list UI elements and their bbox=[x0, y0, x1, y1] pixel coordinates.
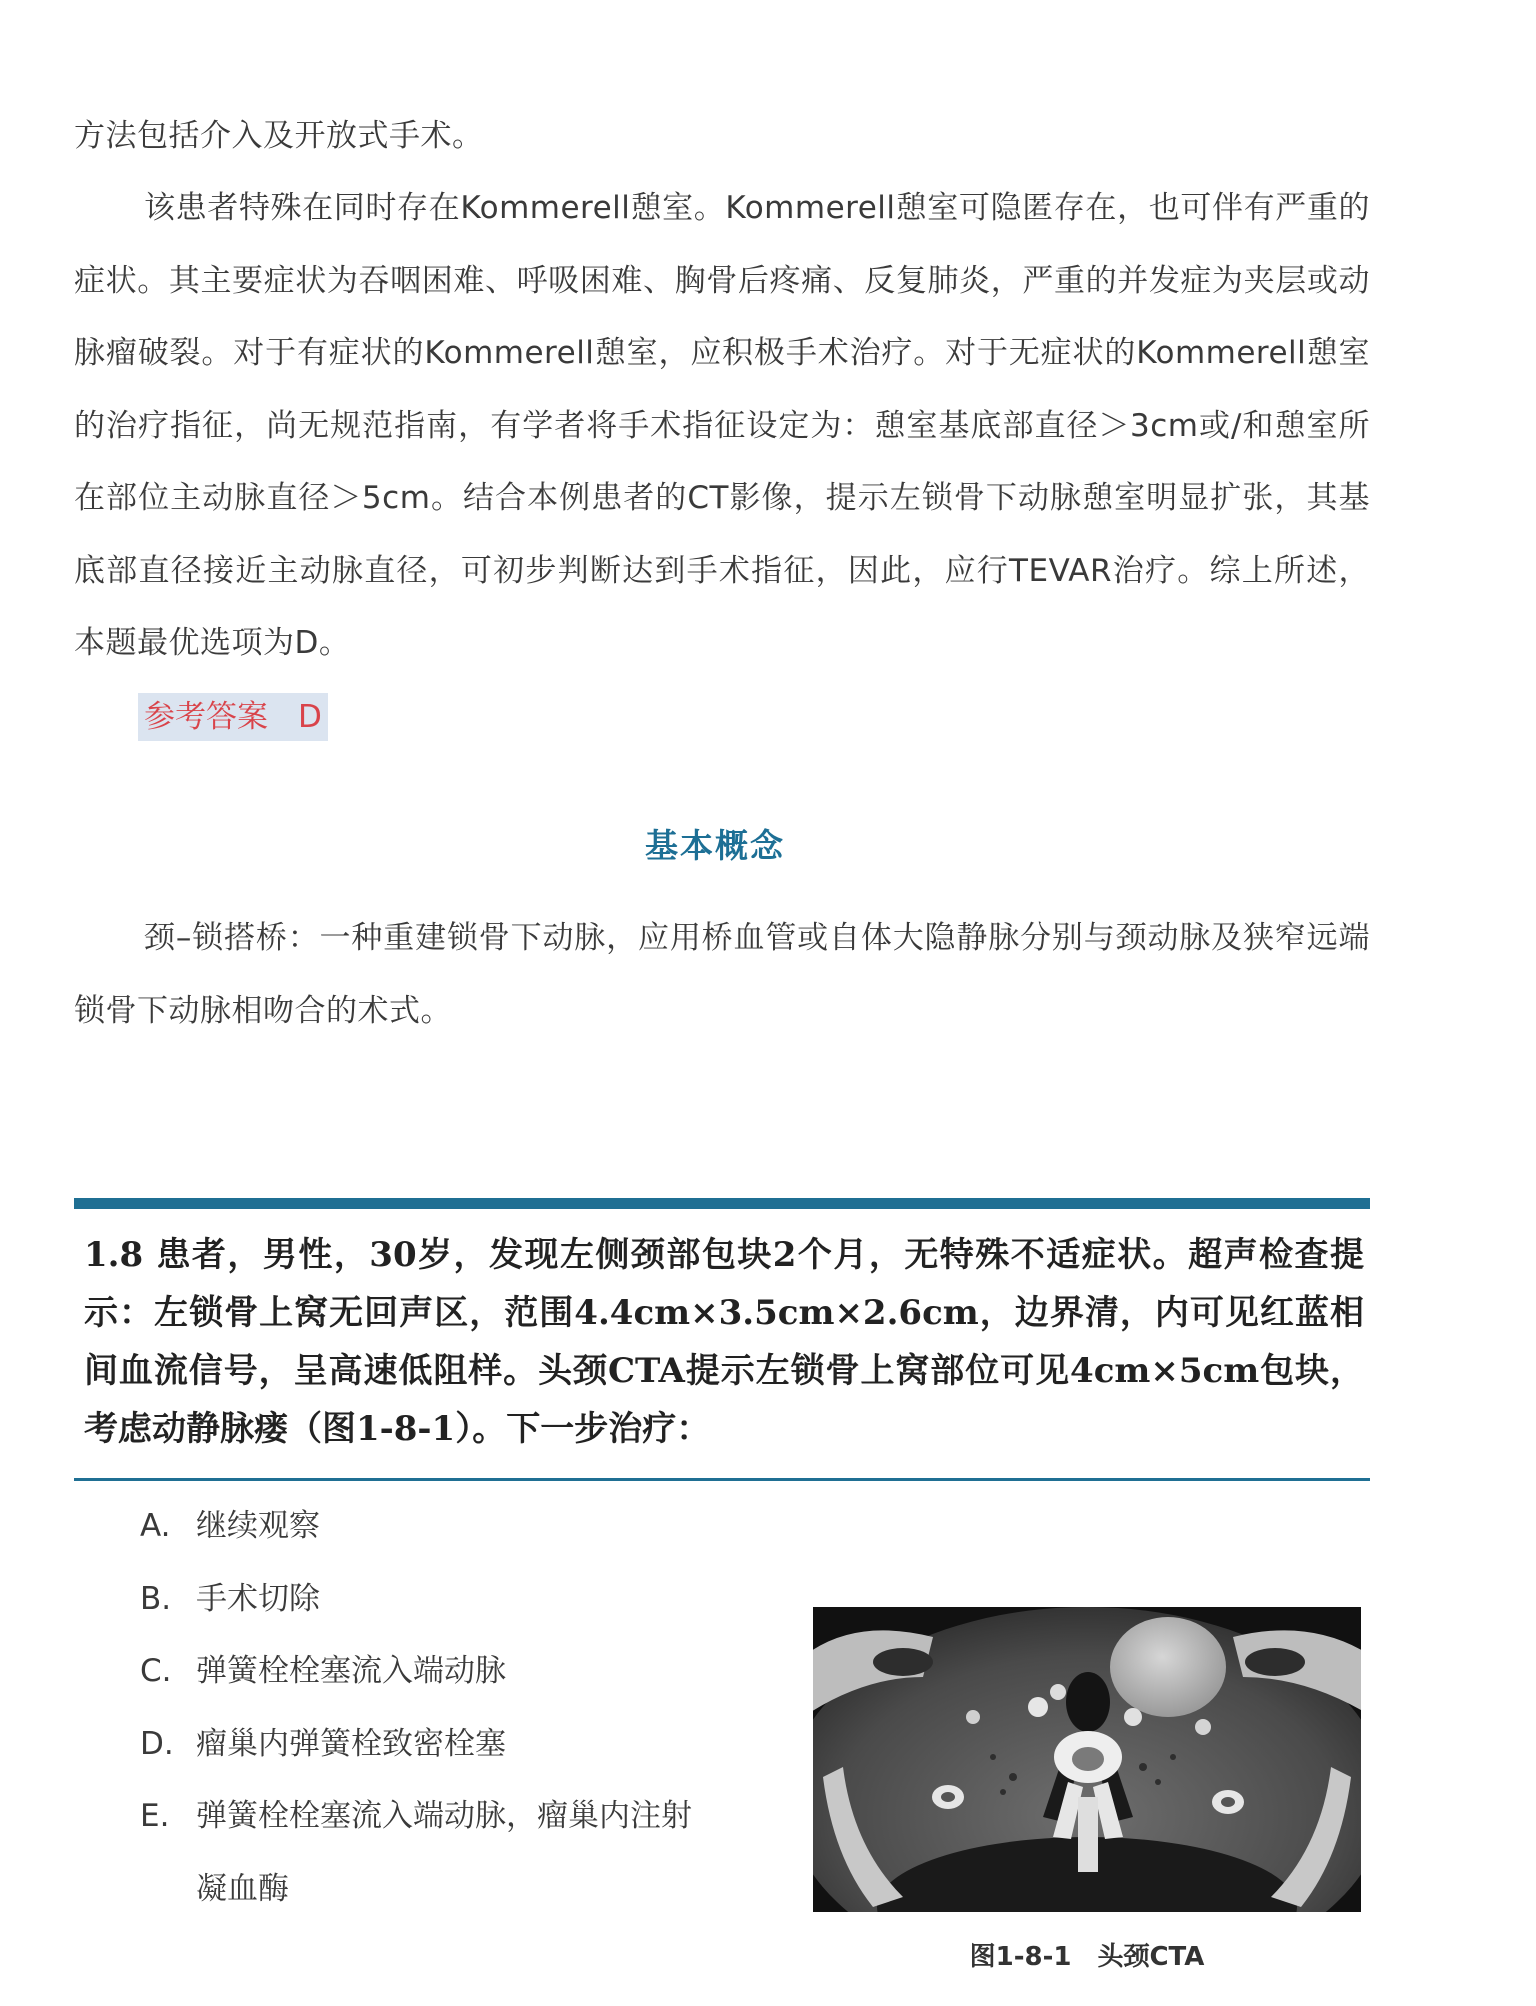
option-text: 弹簧栓栓塞流入端动脉，瘤巢内注射 bbox=[196, 1798, 692, 1834]
option-letter: B. bbox=[140, 1580, 172, 1617]
ct-scan-image bbox=[813, 1607, 1361, 1912]
answer-options bbox=[140, 1490, 780, 1925]
question-bottom-rule bbox=[74, 1478, 1370, 1481]
option-letter: E. bbox=[140, 1798, 170, 1834]
section-heading-basic-concept: 基本概念 bbox=[645, 826, 785, 865]
option-letter: C. bbox=[140, 1653, 172, 1689]
option-text: 弹簧栓栓塞流入端动脉 bbox=[196, 1653, 506, 1689]
answer-value: D bbox=[298, 699, 322, 735]
figure-caption bbox=[813, 1936, 1361, 1973]
option-d bbox=[140, 1708, 780, 1781]
option-text-continuation: 凝血酶 bbox=[196, 1870, 289, 1907]
option-e bbox=[140, 1780, 780, 1925]
option-text: 手术切除 bbox=[196, 1580, 320, 1617]
ct-scan-drawing bbox=[813, 1607, 1361, 1912]
question-stem: 1.8 患者，男性，30岁，发现左侧颈部包块2个月，无特殊不适症状。超声检查提示：左锁骨上窝无回声区，范围4.4cm×3.5cm×2.6cm，边界清，内可见红蓝相间血流信号，呈高速低阻样。头颈CTA提示左锁骨上窝部位可见4cm×5cm包块，考虑动静脉瘘（图1-8-1）。下一步治疗： bbox=[84, 1235, 1364, 1449]
option-letter: A. bbox=[140, 1508, 171, 1544]
reference-answer bbox=[138, 693, 328, 741]
figure-number: 图1-8-1 bbox=[969, 1942, 1072, 1972]
option-b bbox=[140, 1563, 780, 1636]
paragraph-intro: 方法包括介入及开放式手术。 bbox=[74, 118, 484, 154]
option-text: 继续观察 bbox=[196, 1508, 320, 1544]
option-letter: D. bbox=[140, 1725, 174, 1762]
figure-title: 头颈CTA bbox=[1097, 1942, 1205, 1972]
option-text: 瘤巢内弹簧栓致密栓塞 bbox=[196, 1725, 506, 1762]
option-a bbox=[140, 1490, 780, 1563]
question-top-rule bbox=[74, 1198, 1370, 1209]
concept-definition: 颈–锁搭桥：一种重建锁骨下动脉，应用桥血管或自体大隐静脉分别与颈动脉及狭窄远端锁骨下动脉相吻合的术式。 bbox=[74, 920, 1370, 1029]
paragraph-kommerell: 该患者特殊在同时存在Kommerell憩室。Kommerell憩室可隐匿存在，也可伴有严重的症状。其主要症状为吞咽困难、呼吸困难、胸骨后疼痛、反复肺炎，严重的并发症为夹层或动脉瘤破裂。对于有症状的Kommerell憩室，应积极手术治疗。对于无症状的Kommerell憩室的治疗指征，尚无规范指南，有学者将手术指征设定为：憩室基底部直径＞3cm或/和憩室所在部位主动脉直径＞5cm。结合本例患者的CT影像，提示左锁骨下动脉憩室明显扩张，其基底部直径接近主动脉直径，可初步判断达到手术指征，因此，应行TEVAR治疗。综上所述，本题最优选项为D。 bbox=[74, 190, 1370, 661]
answer-label: 参考答案 bbox=[144, 699, 268, 735]
option-c bbox=[140, 1635, 780, 1708]
